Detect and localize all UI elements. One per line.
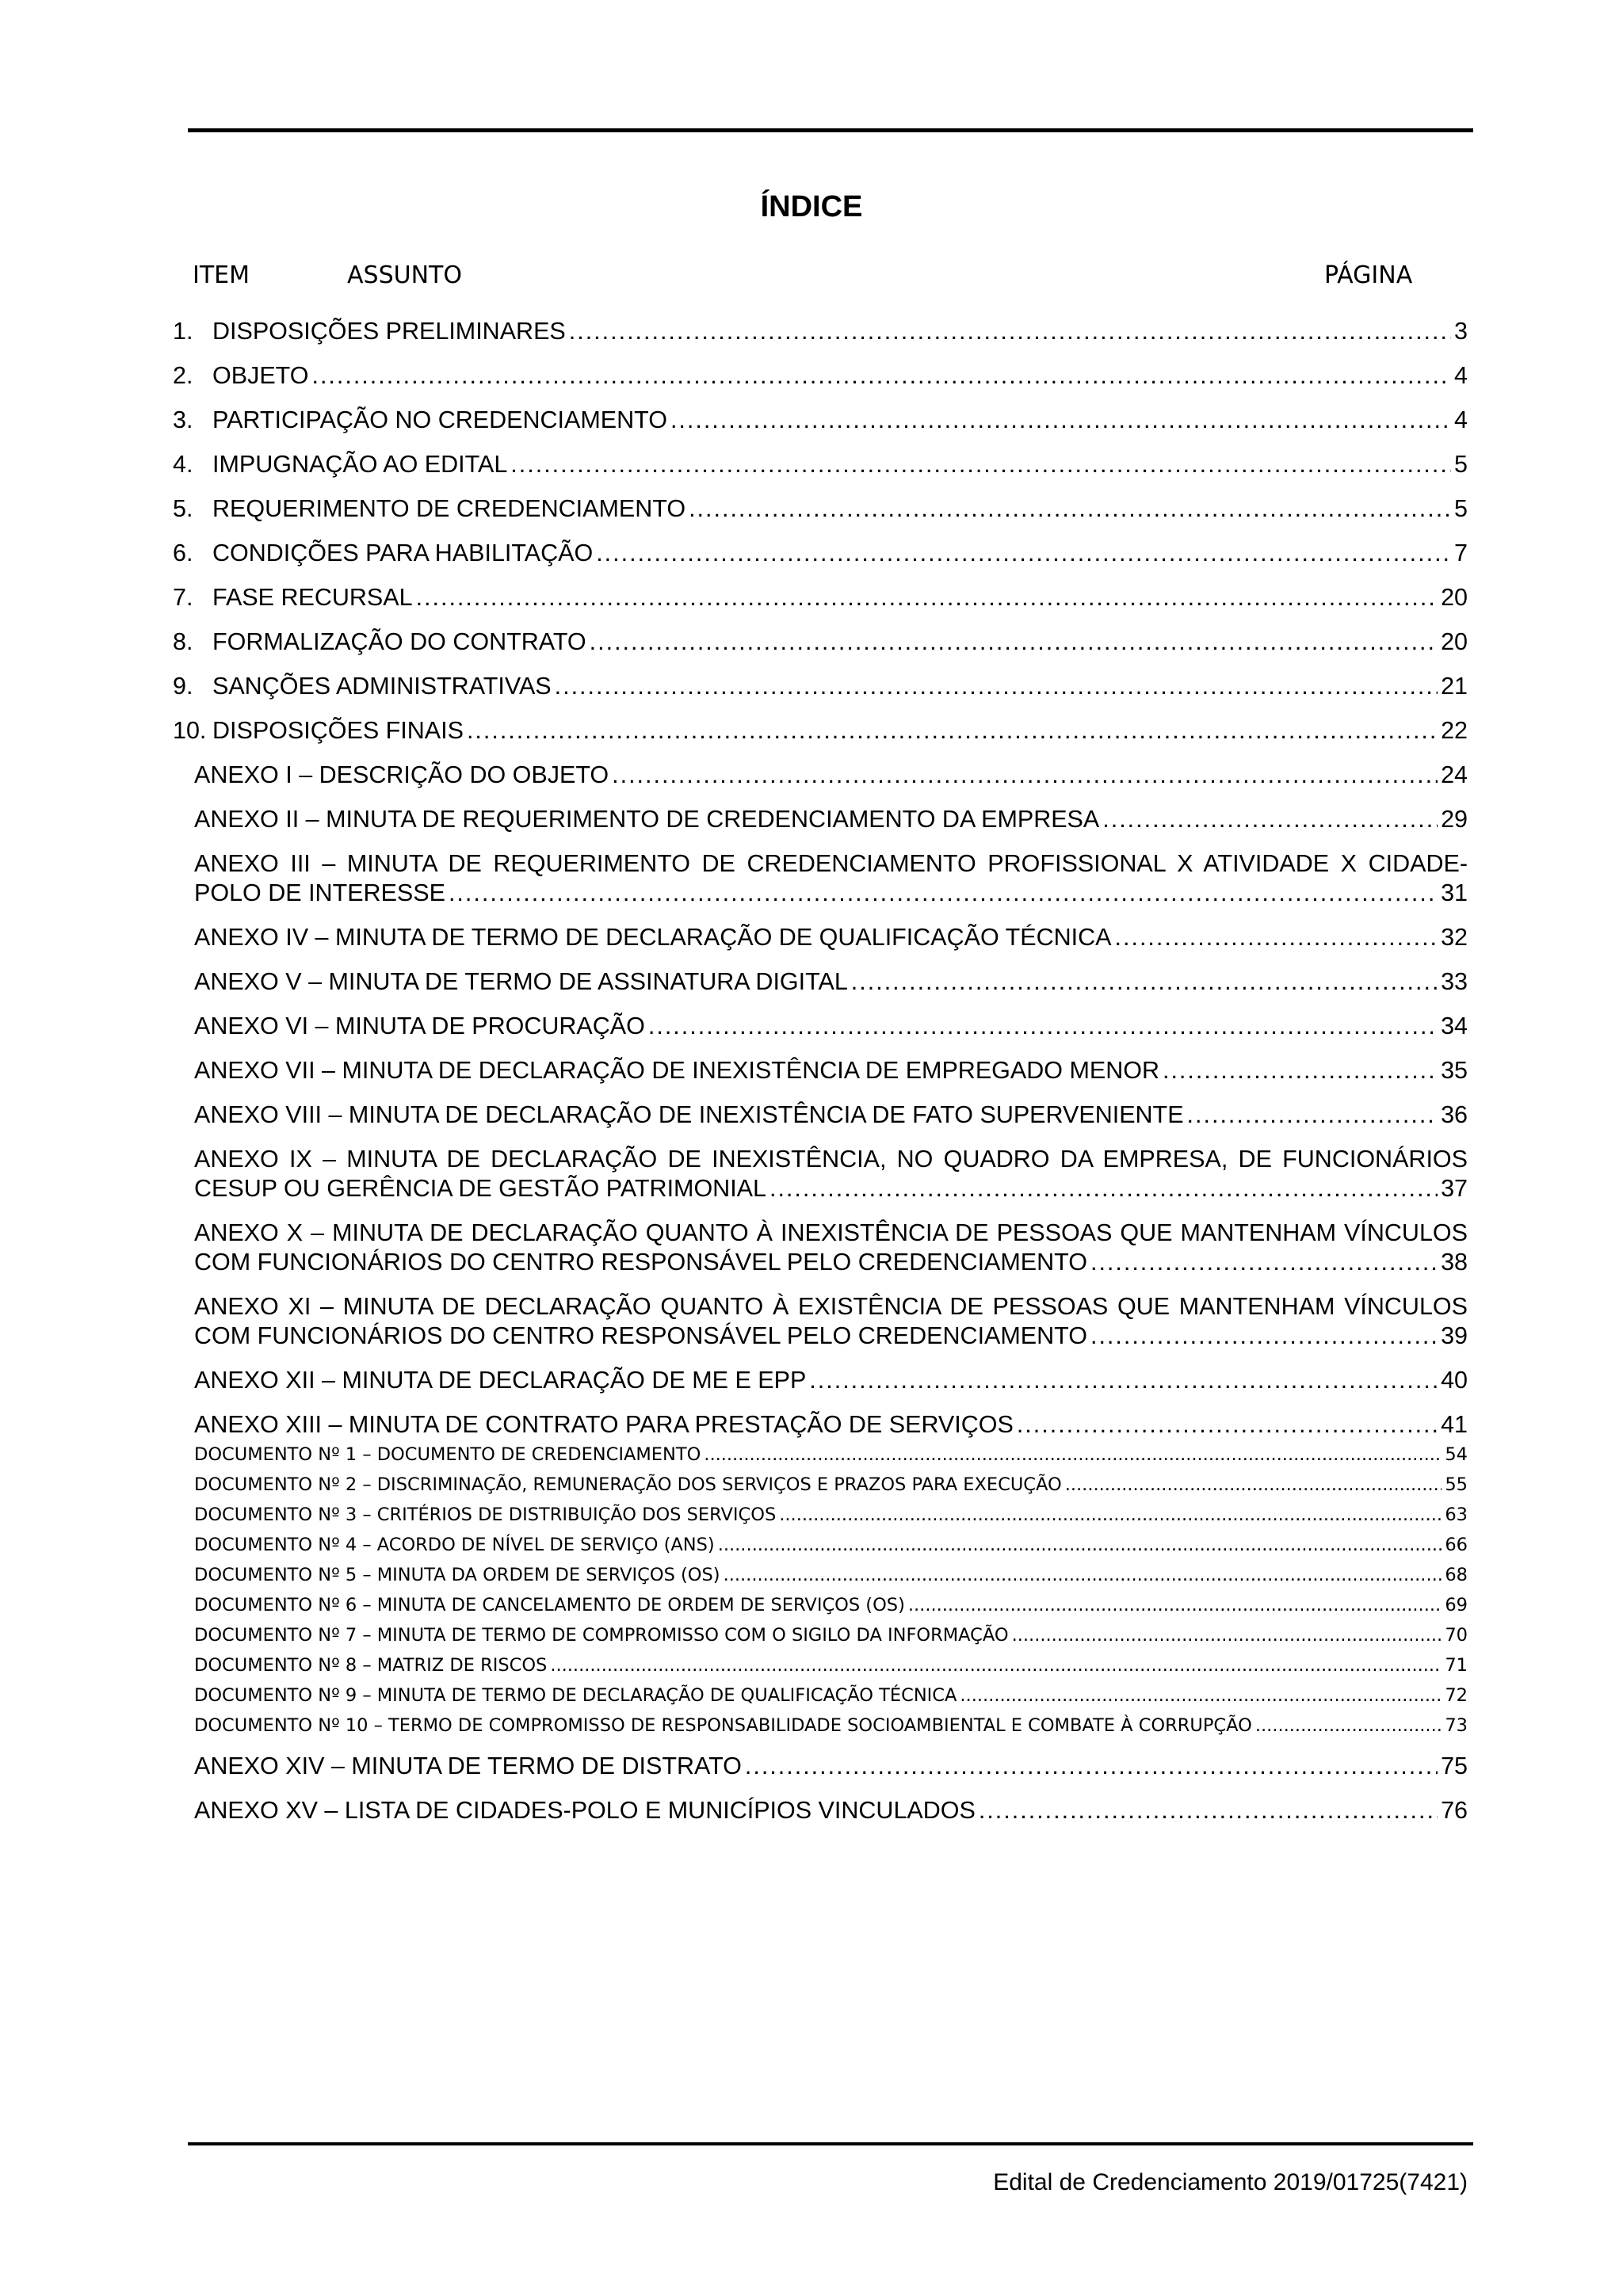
toc-entry-label: DOCUMENTO Nº 1 – DOCUMENTO DE CREDENCIAMENTO (194, 1444, 701, 1465)
dot-leader (718, 1533, 1442, 1557)
toc-entry-page: 40 (1441, 1367, 1468, 1394)
toc-entry-page: 33 (1441, 968, 1468, 995)
toc-entry-number: 9. (173, 673, 193, 700)
toc-entry-number: 1. (173, 318, 193, 345)
toc-annex-entry[interactable] (173, 1219, 1468, 1277)
page-title: ÍNDICE (760, 190, 863, 223)
bottom-rule (188, 2142, 1473, 2145)
toc-entry-label: ANEXO IV – MINUTA DE TERMO DE DECLARAÇÃO DE QUALIFICAÇÃO TÉCNICA (194, 924, 1112, 951)
dot-leader (612, 761, 1438, 790)
toc-document-entry[interactable] (173, 1684, 1468, 1707)
toc-entry-label: ANEXO V – MINUTA DE TERMO DE ASSINATURA DIGITAL (194, 968, 848, 995)
toc-entry-label: DOCUMENTO Nº 8 – MATRIZ DE RISCOS (194, 1655, 548, 1676)
toc-entry-label-line1: ANEXO X – MINUTA DE DECLARAÇÃO QUANTO À INEXISTÊNCIA DE PESSOAS QUE MANTENHAM VÍNCULOS (194, 1219, 1468, 1246)
toc-entry-label: DOCUMENTO Nº 10 – TERMO DE COMPROMISSO DE RESPONSABILIDADE SOCIOAMBIENTAL E COMBATE À CORRUPÇÃO (194, 1715, 1252, 1736)
toc-entry-label: FASE RECURSAL (212, 584, 413, 611)
toc-entry[interactable] (173, 317, 1468, 346)
toc-entry-label: SANÇÕES ADMINISTRATIVAS (212, 673, 552, 700)
toc-document-entry[interactable] (173, 1714, 1468, 1737)
dot-leader (569, 317, 1451, 346)
toc-entry-label-line1: ANEXO XI – MINUTA DE DECLARAÇÃO QUANTO À EXISTÊNCIA DE PESSOAS QUE MANTENHAM VÍNCULOS (194, 1293, 1468, 1320)
toc-entry-number: 7. (173, 584, 193, 611)
dot-leader (596, 539, 1451, 568)
toc-document-entry[interactable] (173, 1533, 1468, 1557)
toc-entry[interactable] (173, 716, 1468, 746)
toc-entry-label: REQUERIMENTO DE CREDENCIAMENTO (212, 495, 686, 522)
toc-entry-label: ANEXO VII – MINUTA DE DECLARAÇÃO DE INEXISTÊNCIA DE EMPREGADO MENOR (194, 1057, 1159, 1084)
toc-entry-label: DOCUMENTO Nº 3 – CRITÉRIOS DE DISTRIBUIÇÃO DOS SERVIÇOS (194, 1505, 777, 1525)
dot-leader (704, 1443, 1442, 1466)
column-header-item: ITEM (193, 261, 250, 289)
dot-leader (809, 1366, 1438, 1395)
dot-leader (311, 361, 1451, 391)
toc-entry-page: 32 (1441, 924, 1468, 951)
toc-document-entry[interactable] (173, 1503, 1468, 1527)
toc-entry-label: PARTICIPAÇÃO NO CREDENCIAMENTO (212, 406, 667, 433)
toc-entry-page: 71 (1445, 1655, 1468, 1676)
toc-entry-page: 7 (1454, 540, 1468, 566)
toc-entry-page: 5 (1454, 495, 1468, 522)
toc-entry-label: DOCUMENTO Nº 4 – ACORDO DE NÍVEL DE SERVIÇO (ANS) (194, 1535, 715, 1555)
toc-entry-label: DOCUMENTO Nº 6 – MINUTA DE CANCELAMENTO DE ORDEM DE SERVIÇOS (OS) (194, 1595, 905, 1615)
toc-entry-label: IMPUGNAÇÃO AO EDITAL (212, 451, 508, 478)
toc-entry-number: 8. (173, 628, 193, 655)
toc-annex-entry[interactable] (173, 1100, 1468, 1130)
toc-list (173, 317, 1468, 1840)
dot-leader (670, 406, 1451, 435)
dot-leader (779, 1503, 1442, 1527)
toc-entry-page: 39 (1441, 1322, 1468, 1349)
toc-entry-page: 37 (1441, 1175, 1468, 1202)
top-rule (188, 128, 1473, 132)
toc-entry[interactable] (173, 406, 1468, 435)
dot-leader (960, 1684, 1442, 1707)
toc-entry-page: 73 (1445, 1715, 1468, 1736)
column-header-subject: ASSUNTO (347, 261, 462, 289)
toc-entry-page: 35 (1441, 1057, 1468, 1084)
toc-entry-page: 38 (1441, 1249, 1468, 1276)
toc-entry-page: 5 (1454, 451, 1468, 478)
toc-entry[interactable] (173, 583, 1468, 612)
dot-leader (1012, 1623, 1442, 1647)
dot-leader (769, 1174, 1438, 1203)
toc-entry-label-line2: COM FUNCIONÁRIOS DO CENTRO RESPONSÁVEL PELO CREDENCIAMENTO (194, 1249, 1087, 1276)
toc-document-entry[interactable] (173, 1623, 1468, 1647)
toc-entry-label: ANEXO XIII – MINUTA DE CONTRATO PARA PRESTAÇÃO DE SERVIÇOS (194, 1411, 1014, 1438)
dot-leader (1187, 1100, 1438, 1130)
toc-entry[interactable] (173, 361, 1468, 391)
toc-entry[interactable] (173, 627, 1468, 657)
toc-entry-number: 6. (173, 540, 193, 566)
toc-entry-page: 36 (1441, 1101, 1468, 1128)
toc-annex-entry[interactable] (173, 923, 1468, 952)
toc-entry-page: 4 (1454, 362, 1468, 389)
dot-leader (1115, 923, 1438, 952)
toc-entry-label: ANEXO XII – MINUTA DE DECLARAÇÃO DE ME E EPP (194, 1367, 807, 1394)
toc-entry-label: ANEXO II – MINUTA DE REQUERIMENTO DE CREDENCIAMENTO DA EMPRESA (194, 806, 1100, 833)
toc-entry-label: CONDIÇÕES PARA HABILITAÇÃO (212, 540, 594, 566)
dot-leader (1017, 1410, 1438, 1440)
dot-leader (467, 716, 1438, 746)
toc-annex-entry[interactable] (173, 805, 1468, 834)
toc-entry-page: 20 (1441, 628, 1468, 655)
toc-entry-page: 63 (1445, 1505, 1468, 1525)
toc-entry-label: FORMALIZAÇÃO DO CONTRATO (212, 628, 586, 655)
dot-leader (1163, 1056, 1438, 1085)
toc-entry-page: 31 (1441, 879, 1468, 906)
toc-entry-number: 10. (173, 717, 207, 744)
toc-annex-entry[interactable] (173, 849, 1468, 908)
toc-entry-page: 41 (1441, 1411, 1468, 1438)
toc-annex-entry[interactable] (173, 1366, 1468, 1395)
toc-entry-label: ANEXO I – DESCRIÇÃO DO OBJETO (194, 761, 609, 788)
toc-entry-label-line2: POLO DE INTERESSE (194, 879, 445, 906)
toc-annex-entry[interactable] (173, 1410, 1468, 1440)
toc-entry-page: 76 (1441, 1797, 1468, 1824)
toc-document-entry[interactable] (173, 1563, 1468, 1587)
toc-annex-entry[interactable] (173, 761, 1468, 790)
page-footer: Edital de Credenciamento 2019/01725(7421) (993, 2169, 1468, 2195)
toc-entry-label: ANEXO XIV – MINUTA DE TERMO DE DISTRATO (194, 1753, 742, 1779)
toc-entry-page: 75 (1441, 1753, 1468, 1779)
toc-entry[interactable] (173, 672, 1468, 701)
toc-annex-entry[interactable] (173, 1796, 1468, 1825)
toc-entry-number: 5. (173, 495, 193, 522)
toc-entry-page: 72 (1445, 1685, 1468, 1706)
dot-leader (449, 879, 1438, 908)
toc-annex-entry[interactable] (173, 1012, 1468, 1041)
toc-entry-page: 69 (1445, 1595, 1468, 1615)
toc-entry-label: DISPOSIÇÕES FINAIS (212, 717, 464, 744)
toc-entry-label-line1: ANEXO IX – MINUTA DE DECLARAÇÃO DE INEXISTÊNCIA, NO QUADRO DA EMPRESA, DE FUNCIONÁRIOS (194, 1146, 1468, 1173)
toc-entry-label: DOCUMENTO Nº 5 – MINUTA DA ORDEM DE SERVIÇOS (OS) (194, 1565, 720, 1585)
toc-entry-number: 3. (173, 406, 193, 433)
toc-entry-page: 70 (1445, 1625, 1468, 1646)
toc-entry-page: 34 (1441, 1013, 1468, 1039)
dot-leader (979, 1796, 1438, 1825)
toc-entry-page: 20 (1441, 584, 1468, 611)
toc-entry-page: 66 (1445, 1535, 1468, 1555)
dot-leader (1090, 1322, 1438, 1351)
toc-document-entry[interactable] (173, 1473, 1468, 1497)
toc-entry-page: 29 (1441, 806, 1468, 833)
toc-entry-label-line2: COM FUNCIONÁRIOS DO CENTRO RESPONSÁVEL PELO CREDENCIAMENTO (194, 1322, 1087, 1349)
dot-leader (851, 967, 1438, 997)
toc-entry-page: 4 (1454, 406, 1468, 433)
toc-entry-page: 21 (1441, 673, 1468, 700)
toc-annex-entry[interactable] (173, 1292, 1468, 1351)
toc-entry-number: 4. (173, 451, 193, 478)
dot-leader (555, 672, 1438, 701)
toc-entry-page: 54 (1445, 1444, 1468, 1465)
toc-entry[interactable] (173, 494, 1468, 524)
toc-entry-label: ANEXO VI – MINUTA DE PROCURAÇÃO (194, 1013, 645, 1039)
toc-annex-entry[interactable] (173, 1056, 1468, 1085)
toc-entry-label-line1: ANEXO III – MINUTA DE REQUERIMENTO DE CREDENCIAMENTO PROFISSIONAL X ATIVIDADE X CIDADE- (194, 850, 1468, 877)
dot-leader (724, 1563, 1442, 1587)
toc-entry-label-line2: CESUP OU GERÊNCIA DE GESTÃO PATRIMONIAL (194, 1175, 766, 1202)
toc-entry-label: DOCUMENTO Nº 7 – MINUTA DE TERMO DE COMPROMISSO COM O SIGILO DA INFORMAÇÃO (194, 1625, 1009, 1646)
dot-leader (416, 583, 1438, 612)
toc-entry[interactable] (173, 450, 1468, 479)
dot-leader (1090, 1248, 1438, 1277)
toc-entry-label: DOCUMENTO Nº 2 – DISCRIMINAÇÃO, REMUNERAÇÃO DOS SERVIÇOS E PRAZOS PARA EXECUÇÃO (194, 1474, 1062, 1495)
dot-leader (1102, 805, 1438, 834)
toc-entry[interactable] (173, 539, 1468, 568)
dot-leader (1255, 1714, 1442, 1737)
dot-leader (745, 1752, 1438, 1781)
toc-annex-entry[interactable] (173, 967, 1468, 997)
toc-document-entry[interactable] (173, 1593, 1468, 1617)
toc-annex-entry[interactable] (173, 1752, 1468, 1781)
toc-entry-page: 24 (1441, 761, 1468, 788)
toc-entry-label: DISPOSIÇÕES PRELIMINARES (212, 318, 566, 345)
toc-entry-number: 2. (173, 362, 193, 389)
toc-entry-label: OBJETO (212, 362, 309, 389)
toc-entry-page: 55 (1445, 1474, 1468, 1495)
toc-entry-label: DOCUMENTO Nº 9 – MINUTA DE TERMO DE DECLARAÇÃO DE QUALIFICAÇÃO TÉCNICA (194, 1685, 957, 1706)
dot-leader (648, 1012, 1438, 1041)
dot-leader (550, 1653, 1442, 1677)
toc-entry-page: 22 (1441, 717, 1468, 744)
toc-document-entry[interactable] (173, 1653, 1468, 1677)
dot-leader (510, 450, 1451, 479)
toc-annex-entry[interactable] (173, 1145, 1468, 1203)
dot-leader (689, 494, 1451, 524)
column-header-page: PÁGINA (1324, 261, 1413, 289)
toc-entry-page: 68 (1445, 1565, 1468, 1585)
toc-entry-label: ANEXO VIII – MINUTA DE DECLARAÇÃO DE INEXISTÊNCIA DE FATO SUPERVENIENTE (194, 1101, 1184, 1128)
toc-document-entry[interactable] (173, 1443, 1468, 1466)
toc-entry-label: ANEXO XV – LISTA DE CIDADES-POLO E MUNICÍPIOS VINCULADOS (194, 1797, 976, 1824)
toc-entry-page: 3 (1454, 318, 1468, 345)
dot-leader (908, 1593, 1442, 1617)
dot-leader (590, 627, 1438, 657)
dot-leader (1065, 1473, 1442, 1497)
